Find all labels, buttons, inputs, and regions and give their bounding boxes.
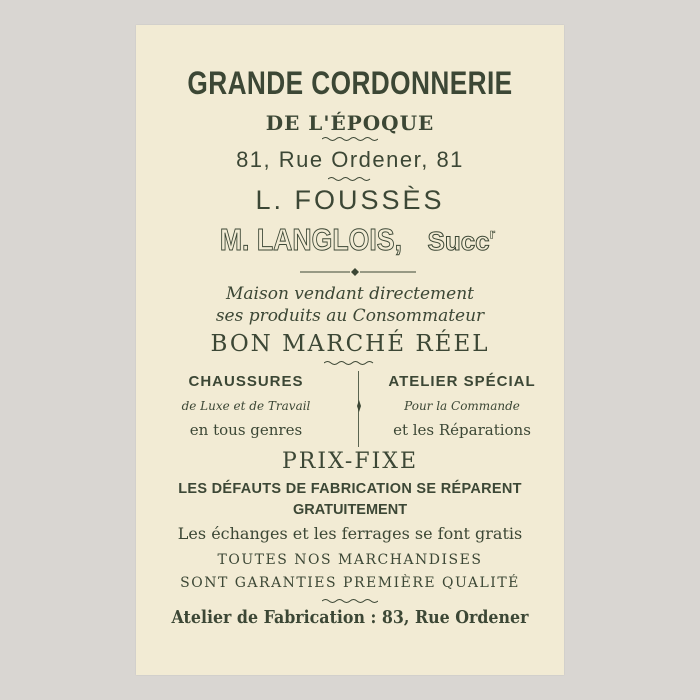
guarantee-line-1: TOUTES NOS MARCHANDISES (217, 552, 483, 568)
defects-line-2: GRATUITEMENT (292, 502, 408, 518)
owner-name: L. FOUSSÈS (255, 185, 445, 215)
successor-suffix-sup: r (489, 225, 496, 242)
left-detail: en tous genres (189, 421, 303, 439)
tagline-line-2: ses produits au Consommateur (215, 306, 485, 326)
right-column (362, 373, 562, 453)
successor-name: M. LANGLOIS, (219, 222, 402, 257)
shop-subtitle: DE L'ÉPOQUE (265, 111, 435, 135)
right-heading: ATELIER SPÉCIAL (388, 373, 536, 390)
wavy-ornament-4 (322, 598, 378, 604)
left-heading: CHAUSSURES (188, 373, 304, 390)
tagline-line-1: Maison vendant directement (226, 284, 474, 304)
diamond-rule-ornament (300, 267, 416, 277)
trade-card (136, 25, 564, 675)
wavy-ornament-1 (322, 136, 378, 142)
right-sub: Pour la Commande (404, 399, 520, 413)
guarantee-line-2: SONT GARANTIES PREMIÈRE QUALITÉ (180, 575, 520, 591)
right-detail: et les Réparations (393, 421, 531, 439)
successor-suffix: Succ (427, 226, 490, 256)
successor-line (136, 222, 564, 258)
shop-address: 81, Rue Ordener, 81 (236, 147, 464, 172)
price-note: PRIX-FIXE (281, 449, 419, 474)
exchange-note: Les échanges et les ferrages se font gratis (177, 524, 523, 543)
left-sub: de Luxe et de Travail (181, 399, 311, 413)
shop-title: GRANDE CORDONNERIE (187, 65, 513, 101)
wavy-ornament-3 (324, 360, 376, 366)
workshop-address: Atelier de Fabrication : 83, Rue Ordener (171, 607, 529, 628)
slogan: BON MARCHÉ RÉEL (210, 331, 490, 357)
left-column (146, 373, 346, 453)
wavy-ornament-2 (328, 176, 372, 182)
defects-line-1: LES DÉFAUTS DE FABRICATION SE RÉPARENT (178, 481, 522, 497)
